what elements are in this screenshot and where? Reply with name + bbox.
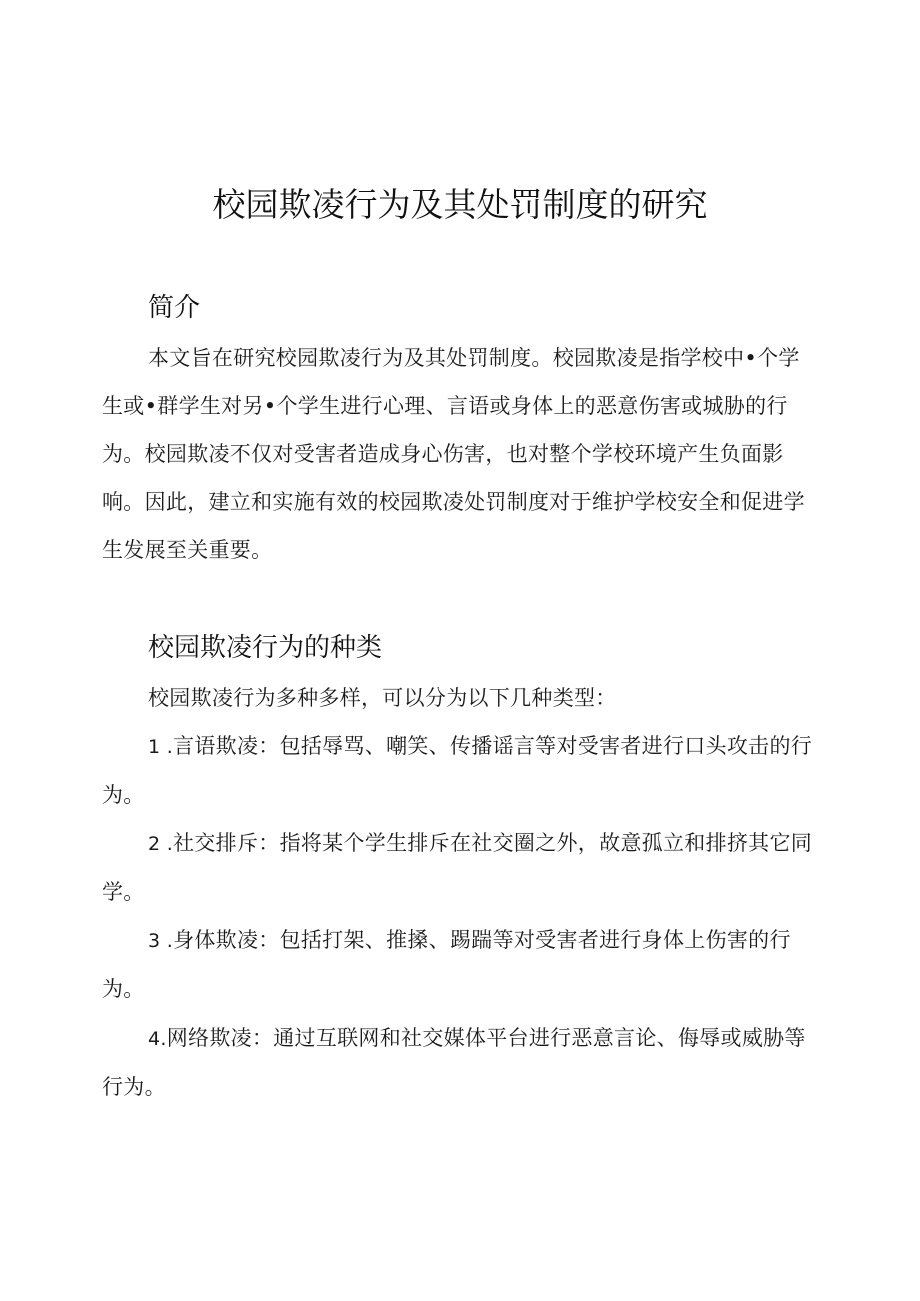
document-title: 校园欺凌行为及其处罚制度的研究 [212,185,708,224]
list-item [102,1014,820,1111]
list-item-text: 社交排斥：指将某个学生排斥在社交圈之外，故意孤立和排挤其它同学。 [102,831,813,904]
section-heading-intro: 简介 [148,293,201,323]
list-item-number: 1 . [148,736,174,758]
intro-paragraph: 本文旨在研究校园欺凌行为及其处罚制度。校园欺凌是指学校中•个学生或•群学生对另•个学生进行心理、言语或身体上的恶意伤害或城胁的行为。校园欺凌不仅对受害者造成身心伤害，也对整个学校环境产生负面影响。因此，建立和实施有效的校园欺凌处罚制度对于维护学校安全和促进学生发展至关重要。 [102,346,805,562]
list-item-number: 4. [148,1028,167,1050]
list-item-text: 网络欺凌：通过互联网和社交媒体平台进行恶意言论、侮辱或威胁等行为。 [102,1026,806,1099]
list-item [102,819,820,916]
list-item [102,722,820,819]
section-heading-types: 校园欺凌行为的种类 [148,633,383,663]
list-item-number: 2 . [148,833,174,855]
list-item-text: 言语欺凌：包括辱骂、嘲笑、传播谣言等对受害者进行口头攻击的行为。 [102,734,813,807]
list-item [102,916,820,1013]
list-item-text: 身体欺凌：包括打架、推搡、踢踹等对受害者进行身体上伤害的行为。 [102,928,791,1001]
types-lead-paragraph: 校园欺凌行为多种多样，可以分为以下几种类型： [148,686,617,710]
list-item-number: 3 . [148,930,174,952]
